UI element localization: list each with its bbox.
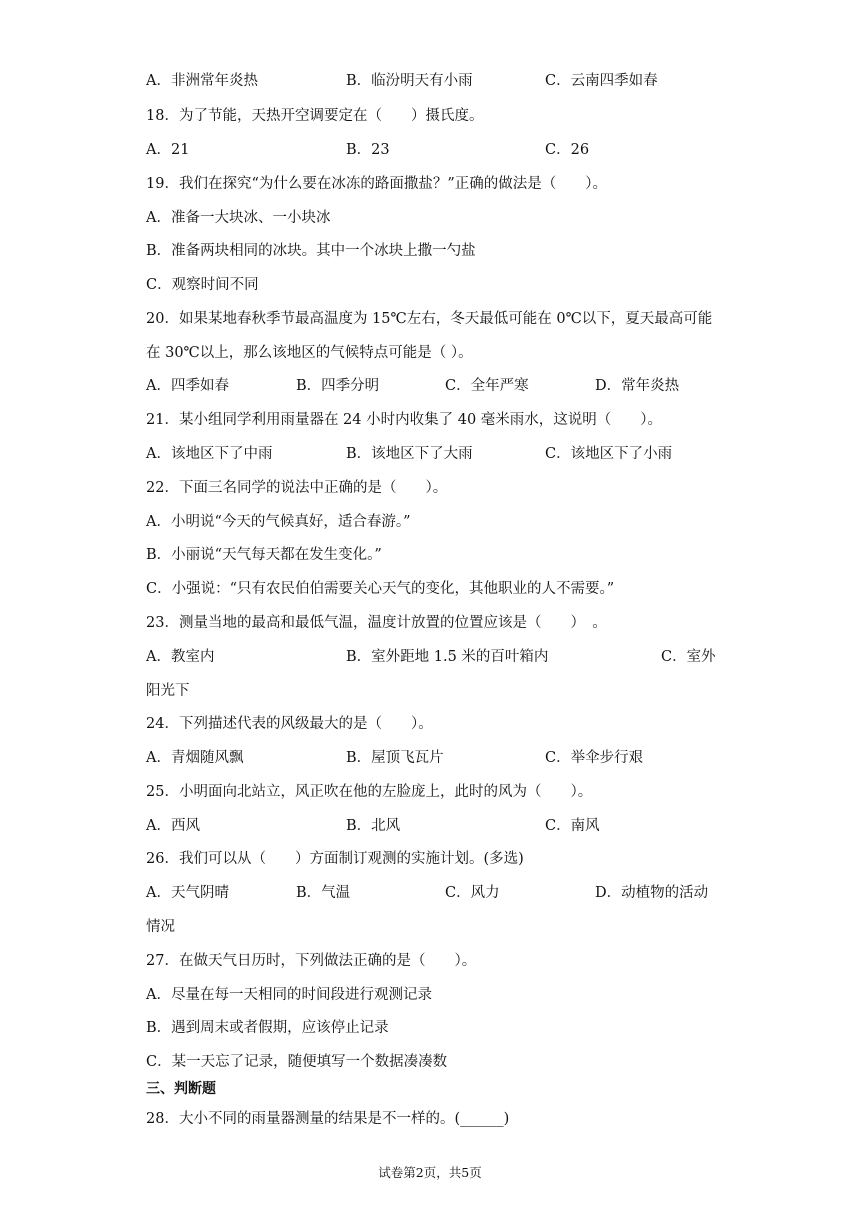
q19-option-b: B．准备两块相同的冰块。其中一个冰块上撒一勺盐 bbox=[146, 243, 476, 259]
q24-stem: 24．下列描述代表的风级最大的是（ ）。 bbox=[146, 716, 433, 732]
q20-option-b: B．四季分明 bbox=[296, 378, 380, 394]
q23-option-b: B．室外距地 1.5 米的百叶箱内 bbox=[346, 649, 549, 665]
page-footer: 试卷第2页，共5页 bbox=[378, 1165, 482, 1180]
q26-option-a: A．天气阴晴 bbox=[146, 885, 229, 901]
q20-stem-line1: 20．如果某地春秋季节最高温度为 15℃左右，冬天最低可能在 0℃以下，夏天最高可能 bbox=[146, 311, 713, 327]
q23-option-a: A．教室内 bbox=[146, 649, 215, 665]
q27-option-c: C．某一天忘了记录，随便填写一个数据凑凑数 bbox=[146, 1054, 448, 1070]
q18-option-a: A．21 bbox=[146, 142, 190, 158]
q25-option-a: A．西风 bbox=[146, 818, 200, 834]
q25-option-c: C．南风 bbox=[545, 818, 600, 834]
q23-option-c: C．室外 bbox=[661, 649, 716, 665]
q22-option-a: A．小明说“今天的气候真好，适合春游。” bbox=[146, 514, 411, 530]
q20-stem-line2: 在 30℃以上，那么该地区的气候特点可能是（ ）。 bbox=[146, 345, 473, 361]
q22-option-b: B．小丽说“天气每天都在发生变化。” bbox=[146, 547, 382, 563]
q20-option-d: D．常年炎热 bbox=[595, 378, 680, 394]
q21-option-a: A．该地区下了中雨 bbox=[146, 446, 273, 462]
q19-option-c: C．观察时间不同 bbox=[146, 277, 259, 293]
q23-option-c-continued: 阳光下 bbox=[146, 683, 190, 699]
q24-option-a: A．青烟随风飘 bbox=[146, 750, 244, 766]
q17-option-a: A．非洲常年炎热 bbox=[146, 73, 258, 89]
q20-option-a: A．四季如春 bbox=[146, 378, 229, 394]
q18-stem: 18．为了节能，天热开空调要定在（ ）摄氏度。 bbox=[146, 108, 484, 124]
q18-option-c: C．26 bbox=[545, 142, 590, 158]
q25-option-b: B．北风 bbox=[346, 818, 401, 834]
q22-option-c: C．小强说：“只有农民伯伯需要关心天气的变化，其他职业的人不需要。” bbox=[146, 581, 615, 597]
q27-option-a: A．尽量在每一天相同的时间段进行观测记录 bbox=[146, 987, 432, 1003]
q20-option-c: C．全年严寒 bbox=[445, 378, 529, 394]
q22-stem: 22．下面三名同学的说法中正确的是（ ）。 bbox=[146, 480, 448, 496]
q24-option-b: B．屋顶飞瓦片 bbox=[346, 750, 444, 766]
q21-option-b: B．该地区下了大雨 bbox=[346, 446, 473, 462]
q24-option-c: C．举伞步行艰 bbox=[545, 750, 644, 766]
q18-option-b: B．23 bbox=[346, 142, 390, 158]
q19-option-a: A．准备一大块冰、一小块冰 bbox=[146, 210, 331, 226]
q28-stem: 28．大小不同的雨量器测量的结果是不一样的。(______) bbox=[146, 1111, 510, 1127]
q23-stem: 23．测量当地的最高和最低气温，温度计放置的位置应该是（ ） 。 bbox=[146, 615, 607, 631]
q26-option-d: D．动植物的活动 bbox=[595, 885, 709, 901]
q26-option-d-continued: 情况 bbox=[146, 919, 175, 935]
q26-option-b: B．气温 bbox=[296, 885, 351, 901]
section-heading-true-false: 三、判断题 bbox=[146, 1081, 216, 1097]
q21-option-c: C．该地区下了小雨 bbox=[545, 446, 673, 462]
q19-stem: 19．我们在探究“为什么要在冰冻的路面撒盐？”正确的做法是（ ）。 bbox=[146, 176, 608, 192]
q27-option-b: B．遇到周末或者假期，应该停止记录 bbox=[146, 1020, 389, 1036]
q17-option-b: B．临汾明天有小雨 bbox=[346, 73, 473, 89]
q27-stem: 27．在做天气日历时，下列做法正确的是（ ）。 bbox=[146, 953, 477, 969]
q26-option-c: C．风力 bbox=[445, 885, 500, 901]
q25-stem: 25．小明面向北站立，风正吹在他的左脸庞上，此时的风为（ ）。 bbox=[146, 784, 593, 800]
q26-stem: 26．我们可以从（ ）方面制订观测的实施计划。(多选) bbox=[146, 851, 524, 867]
q17-option-c: C．云南四季如春 bbox=[545, 73, 658, 89]
q21-stem: 21．某小组同学利用雨量器在 24 小时内收集了 40 毫米雨水，这说明（ ）。 bbox=[146, 412, 663, 428]
